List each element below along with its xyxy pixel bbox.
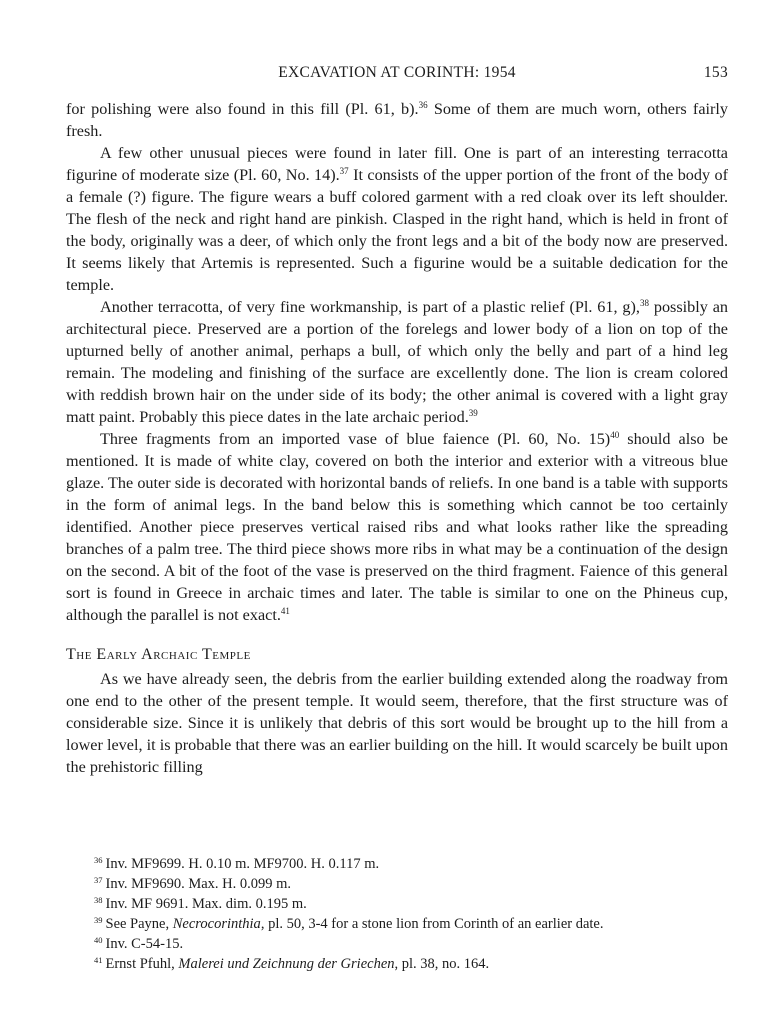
footnote — [94, 894, 734, 914]
footnote-ref: 40 — [610, 430, 620, 440]
text-run: Three fragments from an imported vase of blue faience (Pl. 60, No. 15) — [100, 430, 611, 448]
section-heading: The Early Archaic Temple — [66, 646, 251, 663]
footnote-number: 40 — [94, 935, 103, 945]
italic-title: Malerei und Zeichnung der Griechen — [178, 956, 395, 972]
footnote-ref: 41 — [280, 606, 290, 616]
footnote-number: 36 — [94, 855, 103, 865]
text-run: A few other unusual pieces were found in later fill. One is part of an interesting terracotta figurine of moderate size (Pl. 60, No. 14). — [66, 144, 728, 184]
footnote — [94, 934, 734, 954]
text-run: See Payne, — [105, 916, 173, 932]
page-number: 153 — [703, 64, 728, 81]
main-paragraphs — [66, 98, 728, 626]
text-run: Inv. MF9690. Max. H. 0.099 m. — [105, 876, 292, 892]
footnote-number: 37 — [94, 875, 103, 885]
footnote-ref: 39 — [468, 408, 478, 418]
text-run: , pl. 50, 3-4 for a stone lion from Corinth of an earlier date. — [260, 916, 604, 932]
running-head — [66, 64, 728, 86]
body-text — [66, 98, 728, 778]
paragraph — [66, 296, 728, 428]
footnote-ref: 37 — [339, 166, 349, 176]
paragraph — [66, 668, 728, 778]
paragraph — [66, 142, 728, 296]
text-run: possibly an architectural piece. Preserved are a portion of the forelegs and lower body of a lion on top of the upturned belly of another animal, perhaps a bull, of which only the belly and part of a hind leg remain. The modeling and finishing of the surface are excellently done. The lion is cream colored with reddish brown hair on the under side of its body; the other animal is covered with a light gray matt paint. Probably this piece dates in the late archaic period. — [66, 298, 728, 426]
text-run: Some of them are much worn, others fairly fresh. — [66, 100, 728, 140]
footnote-number: 41 — [94, 955, 103, 965]
footnotes — [94, 854, 734, 974]
footnote-ref: 38 — [639, 298, 649, 308]
text-run: It consists of the upper portion of the front of the body of a female (?) figure. The figure wears a buff colored garment with a red cloak over its left shoulder. The flesh of the neck and right hand are pinkish. Clasped in the right hand, which is held in front of the body, originally was a deer, of which only the front legs and a bit of the body now are preserved. It seems likely that Artemis is represented. Such a figurine would be a suitable dedication for the temple. — [66, 166, 728, 294]
paragraph — [66, 98, 728, 142]
italic-title: Necrocorinthia — [172, 916, 261, 932]
footnote — [94, 954, 734, 974]
text-run: As we have already seen, the debris from the earlier building extended along the roadway from one end to the other of the present temple. It would seem, therefore, that the first structure was of considerable size. Since it is unlikely that debris of this sort would be brought up to the hill from a lower level, it is probable that there was an earlier building on the hill. It would scarcely be built upon the prehistoric filling — [66, 670, 728, 776]
text-run: Inv. C-54-15. — [105, 936, 184, 952]
section-paragraphs — [66, 668, 728, 778]
text-run: Ernst Pfuhl, — [105, 956, 179, 972]
footnote — [94, 854, 734, 874]
text-run: Inv. MF 9691. Max. dim. 0.195 m. — [105, 896, 307, 912]
text-run: should also be mentioned. It is made of white clay, covered on both the interior and exterior with a vitreous blue glaze. The outer side is decorated with horizontal bands of reliefs. In one band is a table with supports in the form of animal legs. In the band below this is something which cannot be too certainly identified. Another piece preserves vertical raised ribs and what looks rather like the spreading branches of a palm tree. The third piece shows more ribs in what may be a continuation of the design on the second. A bit of the foot of the vase is preserved on the third fragment. Faience of this general sort is found in Greece in archaic times and later. The table is similar to one on the Phineus cup, although the parallel is not exact. — [66, 430, 728, 624]
footnote — [94, 874, 734, 894]
text-run: , pl. 38, no. 164. — [394, 956, 490, 972]
footnote — [94, 914, 734, 934]
paragraph — [66, 428, 728, 626]
text-run: Inv. MF9699. H. 0.10 m. MF9700. H. 0.117 m. — [105, 856, 380, 872]
text-run: for polishing were also found in this fill (Pl. 61, b). — [66, 100, 419, 118]
footnote-number: 39 — [94, 915, 103, 925]
footnote-ref: 36 — [418, 100, 428, 110]
text-run: Another terracotta, of very fine workmanship, is part of a plastic relief (Pl. 61, g), — [100, 298, 640, 316]
footnote-number: 38 — [94, 895, 103, 905]
running-title: EXCAVATION AT CORINTH: 1954 — [278, 64, 516, 81]
